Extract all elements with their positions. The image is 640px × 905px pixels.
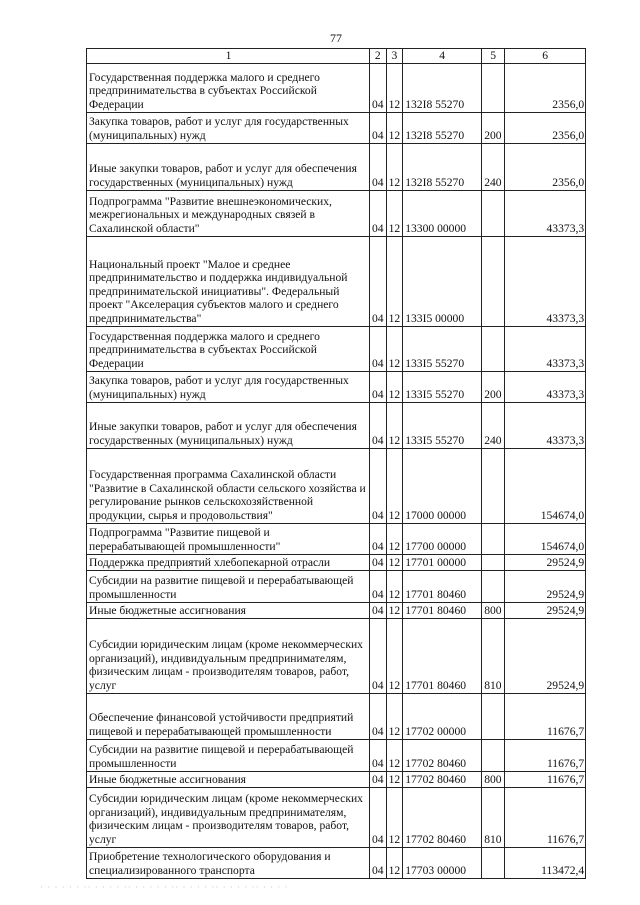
row-subsection-cell: 12 xyxy=(386,371,403,402)
row-section-cell: 04 xyxy=(370,112,387,143)
row-target-item-cell: 17703 00000 xyxy=(403,847,482,878)
row-target-item-cell: 17000 00000 xyxy=(403,448,482,523)
row-amount-cell: 29524,9 xyxy=(505,554,586,570)
row-amount-cell: 154674,0 xyxy=(505,448,586,523)
row-expense-type-cell: 800 xyxy=(482,602,505,618)
row-expense-type-cell: 200 xyxy=(482,112,505,143)
row-section-cell: 04 xyxy=(370,570,387,602)
row-amount-cell: 11676,7 xyxy=(505,787,586,847)
row-subsection-cell: 12 xyxy=(386,236,403,326)
row-section-cell: 04 xyxy=(370,63,387,112)
row-expense-type-cell: 800 xyxy=(482,771,505,787)
row-section-cell: 04 xyxy=(370,787,387,847)
table-row xyxy=(87,787,586,847)
row-subsection-cell: 12 xyxy=(386,618,403,693)
table-row xyxy=(87,847,586,878)
row-amount-cell: 2356,0 xyxy=(505,112,586,143)
row-amount-cell: 29524,9 xyxy=(505,570,586,602)
row-subsection-cell: 12 xyxy=(386,602,403,618)
row-expense-type-cell xyxy=(482,190,505,236)
row-expense-type-cell xyxy=(482,63,505,112)
row-name-cell: Подпрограмма "Развитие пищевой и перерабатывающей промышленности" xyxy=(87,523,370,554)
header-cell-name: 1 xyxy=(87,49,370,64)
row-expense-type-cell xyxy=(482,326,505,371)
row-amount-cell: 29524,9 xyxy=(505,618,586,693)
row-expense-type-cell xyxy=(482,847,505,878)
row-section-cell: 04 xyxy=(370,523,387,554)
row-amount-cell: 11676,7 xyxy=(505,693,586,739)
row-section-cell: 04 xyxy=(370,847,387,878)
row-name-cell: Приобретение технологического оборудования и специализированного транспорта xyxy=(87,847,370,878)
row-name-cell: Иные бюджетные ассигнования xyxy=(87,771,370,787)
row-subsection-cell: 12 xyxy=(386,63,403,112)
row-amount-cell: 11676,7 xyxy=(505,739,586,771)
scan-footer-noise: · · · · · · ·· · · · · ·· · · · · · ·· · · · · ·· · · · · ·· · · · · xyxy=(40,882,289,892)
row-section-cell: 04 xyxy=(370,326,387,371)
row-subsection-cell: 12 xyxy=(386,739,403,771)
row-name-cell: Иные закупки товаров, работ и услуг для обеспечения государственных (муниципальных) нужд xyxy=(87,143,370,190)
row-target-item-cell: 17702 80460 xyxy=(403,739,482,771)
row-section-cell: 04 xyxy=(370,236,387,326)
header-cell-amount: 6 xyxy=(505,49,586,64)
row-name-cell: Субсидии юридическим лицам (кроме некоммерческих организаций), индивидуальным предпринимателям, физическим лицам - производителям товаров, работ, услуг xyxy=(87,618,370,693)
row-section-cell: 04 xyxy=(370,190,387,236)
row-section-cell: 04 xyxy=(370,602,387,618)
row-subsection-cell: 12 xyxy=(386,402,403,448)
row-expense-type-cell xyxy=(482,236,505,326)
row-section-cell: 04 xyxy=(370,143,387,190)
table-row xyxy=(87,402,586,448)
row-section-cell: 04 xyxy=(370,554,387,570)
row-section-cell: 04 xyxy=(370,448,387,523)
row-name-cell: Закупка товаров, работ и услуг для государственных (муниципальных) нужд xyxy=(87,371,370,402)
row-name-cell: Государственная поддержка малого и среднего предпринимательства в субъектах Российской Федерации xyxy=(87,326,370,371)
row-amount-cell: 43373,3 xyxy=(505,326,586,371)
row-amount-cell: 43373,3 xyxy=(505,371,586,402)
table-row xyxy=(87,448,586,523)
row-name-cell: Государственная программа Сахалинской области "Развитие в Сахалинской области сельского хозяйства и регулирование рынков сельскохозяйственной продукции, сырья и продовольствия" xyxy=(87,448,370,523)
row-amount-cell: 29524,9 xyxy=(505,602,586,618)
table-row xyxy=(87,190,586,236)
table-row xyxy=(87,523,586,554)
table-row xyxy=(87,570,586,602)
row-amount-cell: 43373,3 xyxy=(505,236,586,326)
row-expense-type-cell xyxy=(482,739,505,771)
row-amount-cell: 2356,0 xyxy=(505,63,586,112)
row-target-item-cell: 133I5 55270 xyxy=(403,402,482,448)
table-row xyxy=(87,326,586,371)
row-subsection-cell: 12 xyxy=(386,771,403,787)
row-target-item-cell: 132I8 55270 xyxy=(403,143,482,190)
row-name-cell: Иные бюджетные ассигнования xyxy=(87,602,370,618)
row-target-item-cell: 17702 80460 xyxy=(403,787,482,847)
row-section-cell: 04 xyxy=(370,771,387,787)
row-amount-cell: 11676,7 xyxy=(505,771,586,787)
row-target-item-cell: 17701 80460 xyxy=(403,618,482,693)
row-expense-type-cell xyxy=(482,554,505,570)
row-target-item-cell: 17702 80460 xyxy=(403,771,482,787)
row-name-cell: Иные закупки товаров, работ и услуг для обеспечения государственных (муниципальных) нужд xyxy=(87,402,370,448)
row-subsection-cell: 12 xyxy=(386,143,403,190)
table-row xyxy=(87,739,586,771)
row-name-cell: Субсидии на развитие пищевой и перерабатывающей промышленности xyxy=(87,739,370,771)
row-expense-type-cell xyxy=(482,523,505,554)
table-row xyxy=(87,236,586,326)
row-target-item-cell: 17701 80460 xyxy=(403,602,482,618)
row-subsection-cell: 12 xyxy=(386,448,403,523)
row-subsection-cell: 12 xyxy=(386,693,403,739)
row-target-item-cell: 13300 00000 xyxy=(403,190,482,236)
row-subsection-cell: 12 xyxy=(386,847,403,878)
row-amount-cell: 154674,0 xyxy=(505,523,586,554)
table-row xyxy=(87,63,586,112)
row-section-cell: 04 xyxy=(370,693,387,739)
row-subsection-cell: 12 xyxy=(386,787,403,847)
row-name-cell: Поддержка предприятий хлебопекарной отрасли xyxy=(87,554,370,570)
header-cell-expense-type: 5 xyxy=(482,49,505,64)
row-name-cell: Обеспечение финансовой устойчивости предприятий пищевой и перерабатывающей промышленности xyxy=(87,693,370,739)
row-subsection-cell: 12 xyxy=(386,112,403,143)
row-amount-cell: 113472,4 xyxy=(505,847,586,878)
row-amount-cell: 43373,3 xyxy=(505,190,586,236)
row-expense-type-cell: 810 xyxy=(482,787,505,847)
row-name-cell: Национальный проект "Малое и среднее предпринимательство и поддержка индивидуальной предпринимательской инициативы". Федеральный проект "Акселерация субъектов малого и среднего предпринимательства" xyxy=(87,236,370,326)
row-target-item-cell: 132I8 55270 xyxy=(403,112,482,143)
table-row xyxy=(87,771,586,787)
row-expense-type-cell xyxy=(482,570,505,602)
table-row xyxy=(87,371,586,402)
row-section-cell: 04 xyxy=(370,618,387,693)
row-target-item-cell: 133I5 55270 xyxy=(403,371,482,402)
row-subsection-cell: 12 xyxy=(386,326,403,371)
row-expense-type-cell xyxy=(482,448,505,523)
row-expense-type-cell: 240 xyxy=(482,143,505,190)
row-subsection-cell: 12 xyxy=(386,523,403,554)
row-target-item-cell: 17701 80460 xyxy=(403,570,482,602)
table-row xyxy=(87,693,586,739)
row-target-item-cell: 17702 00000 xyxy=(403,693,482,739)
row-name-cell: Государственная поддержка малого и среднего предпринимательства в субъектах Российской Федерации xyxy=(87,63,370,112)
table-row xyxy=(87,618,586,693)
row-section-cell: 04 xyxy=(370,739,387,771)
row-subsection-cell: 12 xyxy=(386,554,403,570)
row-expense-type-cell: 200 xyxy=(482,371,505,402)
row-subsection-cell: 12 xyxy=(386,570,403,602)
table-row xyxy=(87,112,586,143)
header-cell-target-item: 4 xyxy=(403,49,482,64)
row-section-cell: 04 xyxy=(370,402,387,448)
row-section-cell: 04 xyxy=(370,371,387,402)
row-expense-type-cell: 240 xyxy=(482,402,505,448)
header-cell-section: 2 xyxy=(370,49,387,64)
row-name-cell: Субсидии на развитие пищевой и перерабатывающей промышленности xyxy=(87,570,370,602)
row-target-item-cell: 132I8 55270 xyxy=(403,63,482,112)
row-name-cell: Подпрограмма "Развитие внешнеэкономических, межрегиональных и международных связей в Сахалинской области" xyxy=(87,190,370,236)
row-target-item-cell: 133I5 00000 xyxy=(403,236,482,326)
row-amount-cell: 43373,3 xyxy=(505,402,586,448)
row-target-item-cell: 133I5 55270 xyxy=(403,326,482,371)
row-target-item-cell: 17701 00000 xyxy=(403,554,482,570)
row-name-cell: Закупка товаров, работ и услуг для государственных (муниципальных) нужд xyxy=(87,112,370,143)
table-row xyxy=(87,602,586,618)
header-cell-subsection: 3 xyxy=(386,49,403,64)
table-row xyxy=(87,554,586,570)
page-number: 77 xyxy=(330,31,342,45)
row-expense-type-cell xyxy=(482,693,505,739)
budget-table xyxy=(86,48,586,879)
table-header-row xyxy=(87,49,586,64)
row-expense-type-cell: 810 xyxy=(482,618,505,693)
row-subsection-cell: 12 xyxy=(386,190,403,236)
table-row xyxy=(87,143,586,190)
row-amount-cell: 2356,0 xyxy=(505,143,586,190)
row-target-item-cell: 17700 00000 xyxy=(403,523,482,554)
row-name-cell: Субсидии юридическим лицам (кроме некоммерческих организаций), индивидуальным предпринимателям, физическим лицам - производителям товаров, работ, услуг xyxy=(87,787,370,847)
